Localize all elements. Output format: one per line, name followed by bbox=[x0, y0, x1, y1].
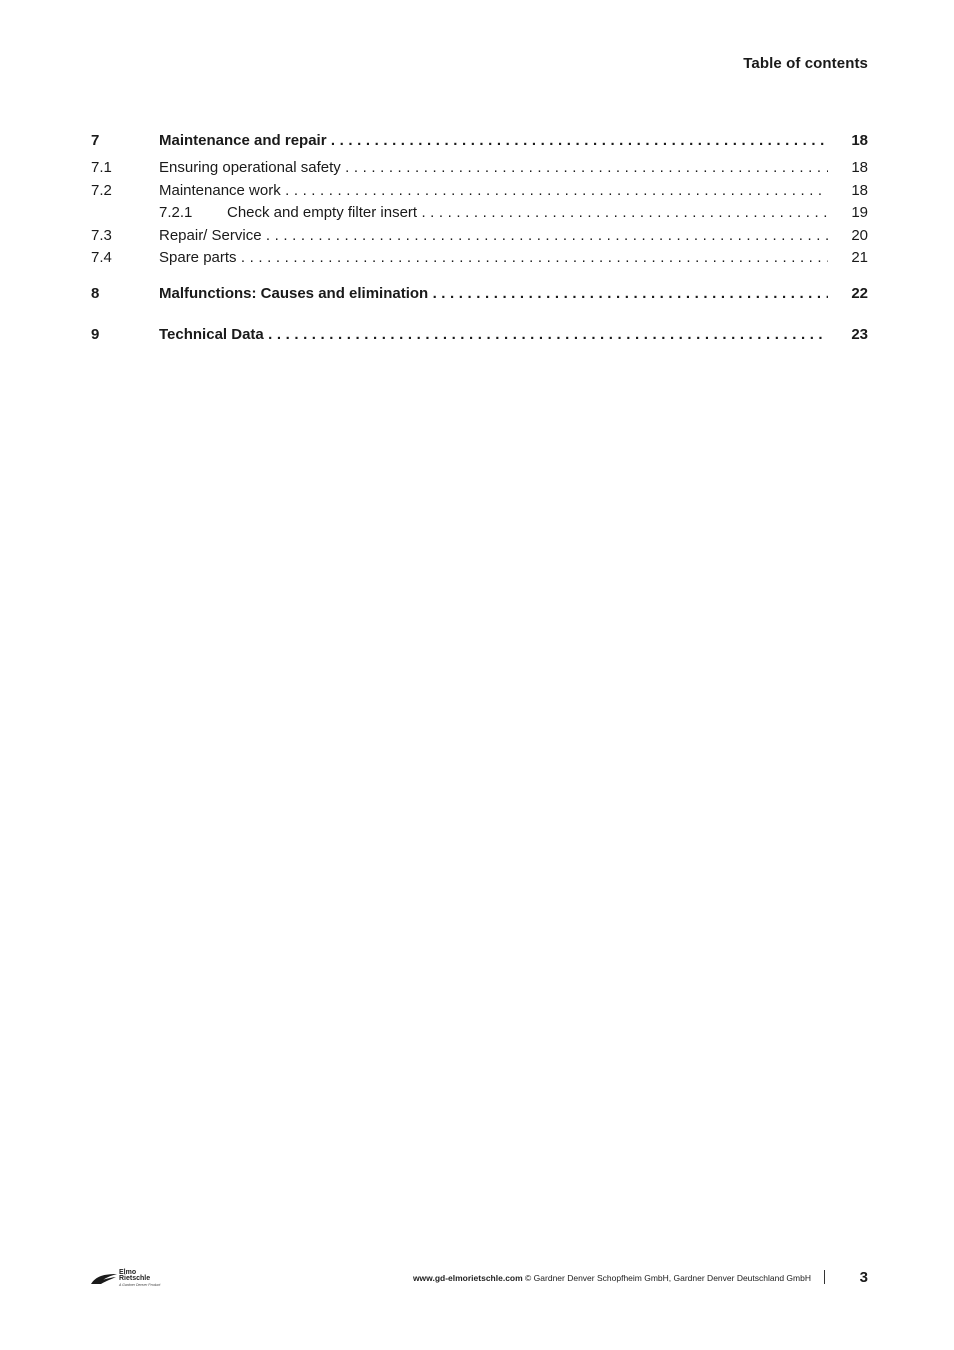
toc-entry-number: 7.2 bbox=[91, 182, 112, 199]
toc-entry-title: Maintenance and repair bbox=[159, 132, 327, 149]
footer-text bbox=[413, 1273, 811, 1283]
toc-entry-number: 7.4 bbox=[91, 249, 112, 266]
toc-entry-number: 7.1 bbox=[91, 159, 112, 176]
toc-entry[interactable] bbox=[91, 248, 868, 268]
toc-entry-page: 18 bbox=[851, 132, 868, 149]
toc-entry-page: 20 bbox=[851, 227, 868, 244]
footer-page-number: 3 bbox=[859, 1269, 868, 1286]
logo-text-line1: Elmo bbox=[119, 1269, 137, 1276]
footer-divider bbox=[824, 1270, 825, 1284]
toc-entry-title: Maintenance work bbox=[159, 182, 281, 199]
toc-entry-page: 22 bbox=[851, 285, 868, 302]
toc-entry-title: Technical Data bbox=[159, 326, 264, 343]
toc-entry-title: Check and empty filter insert bbox=[227, 204, 418, 221]
toc-entry-title: Malfunctions: Causes and elimination bbox=[159, 285, 429, 302]
logo-tagline: A Gardner Denver Product bbox=[119, 1283, 161, 1287]
toc-entry-title: Repair/ Service bbox=[159, 227, 262, 244]
toc-entry[interactable] bbox=[91, 226, 868, 246]
toc-entry[interactable] bbox=[91, 158, 868, 178]
logo-text-line2: Rietschle bbox=[119, 1275, 151, 1282]
elmo-rietschle-logo-icon bbox=[90, 1273, 118, 1285]
toc-entry-subnumber: 7.2.1 bbox=[159, 204, 193, 221]
toc-entry-number: 9 bbox=[91, 326, 100, 343]
footer-url[interactable]: www.gd-elmorietschle.com bbox=[412, 1273, 523, 1283]
footer-copyright: © Gardner Denver Schopfheim GmbH, Gardner Denver Deutschland GmbH bbox=[522, 1273, 811, 1283]
toc-entry[interactable] bbox=[91, 325, 868, 345]
footer-logo bbox=[90, 1269, 170, 1291]
toc-entry-page: 23 bbox=[851, 326, 868, 343]
toc-entry-page: 19 bbox=[851, 204, 868, 221]
toc-entry-title: Ensuring operational safety bbox=[159, 159, 341, 176]
toc-entry-page: 18 bbox=[851, 159, 868, 176]
toc-entry[interactable] bbox=[91, 284, 868, 304]
toc-entry-page: 18 bbox=[851, 182, 868, 199]
toc-entry-number: 7.3 bbox=[91, 227, 112, 244]
toc-entry-page: 21 bbox=[851, 249, 868, 266]
toc-entry[interactable] bbox=[91, 131, 868, 151]
toc-entry-number: 7 bbox=[91, 132, 100, 149]
toc-entry[interactable] bbox=[91, 203, 868, 223]
toc-entry-title: Spare parts bbox=[159, 249, 237, 266]
toc-entry-number: 8 bbox=[91, 285, 100, 302]
page-header: Table of contents bbox=[743, 55, 868, 72]
toc-entry[interactable] bbox=[91, 181, 868, 201]
